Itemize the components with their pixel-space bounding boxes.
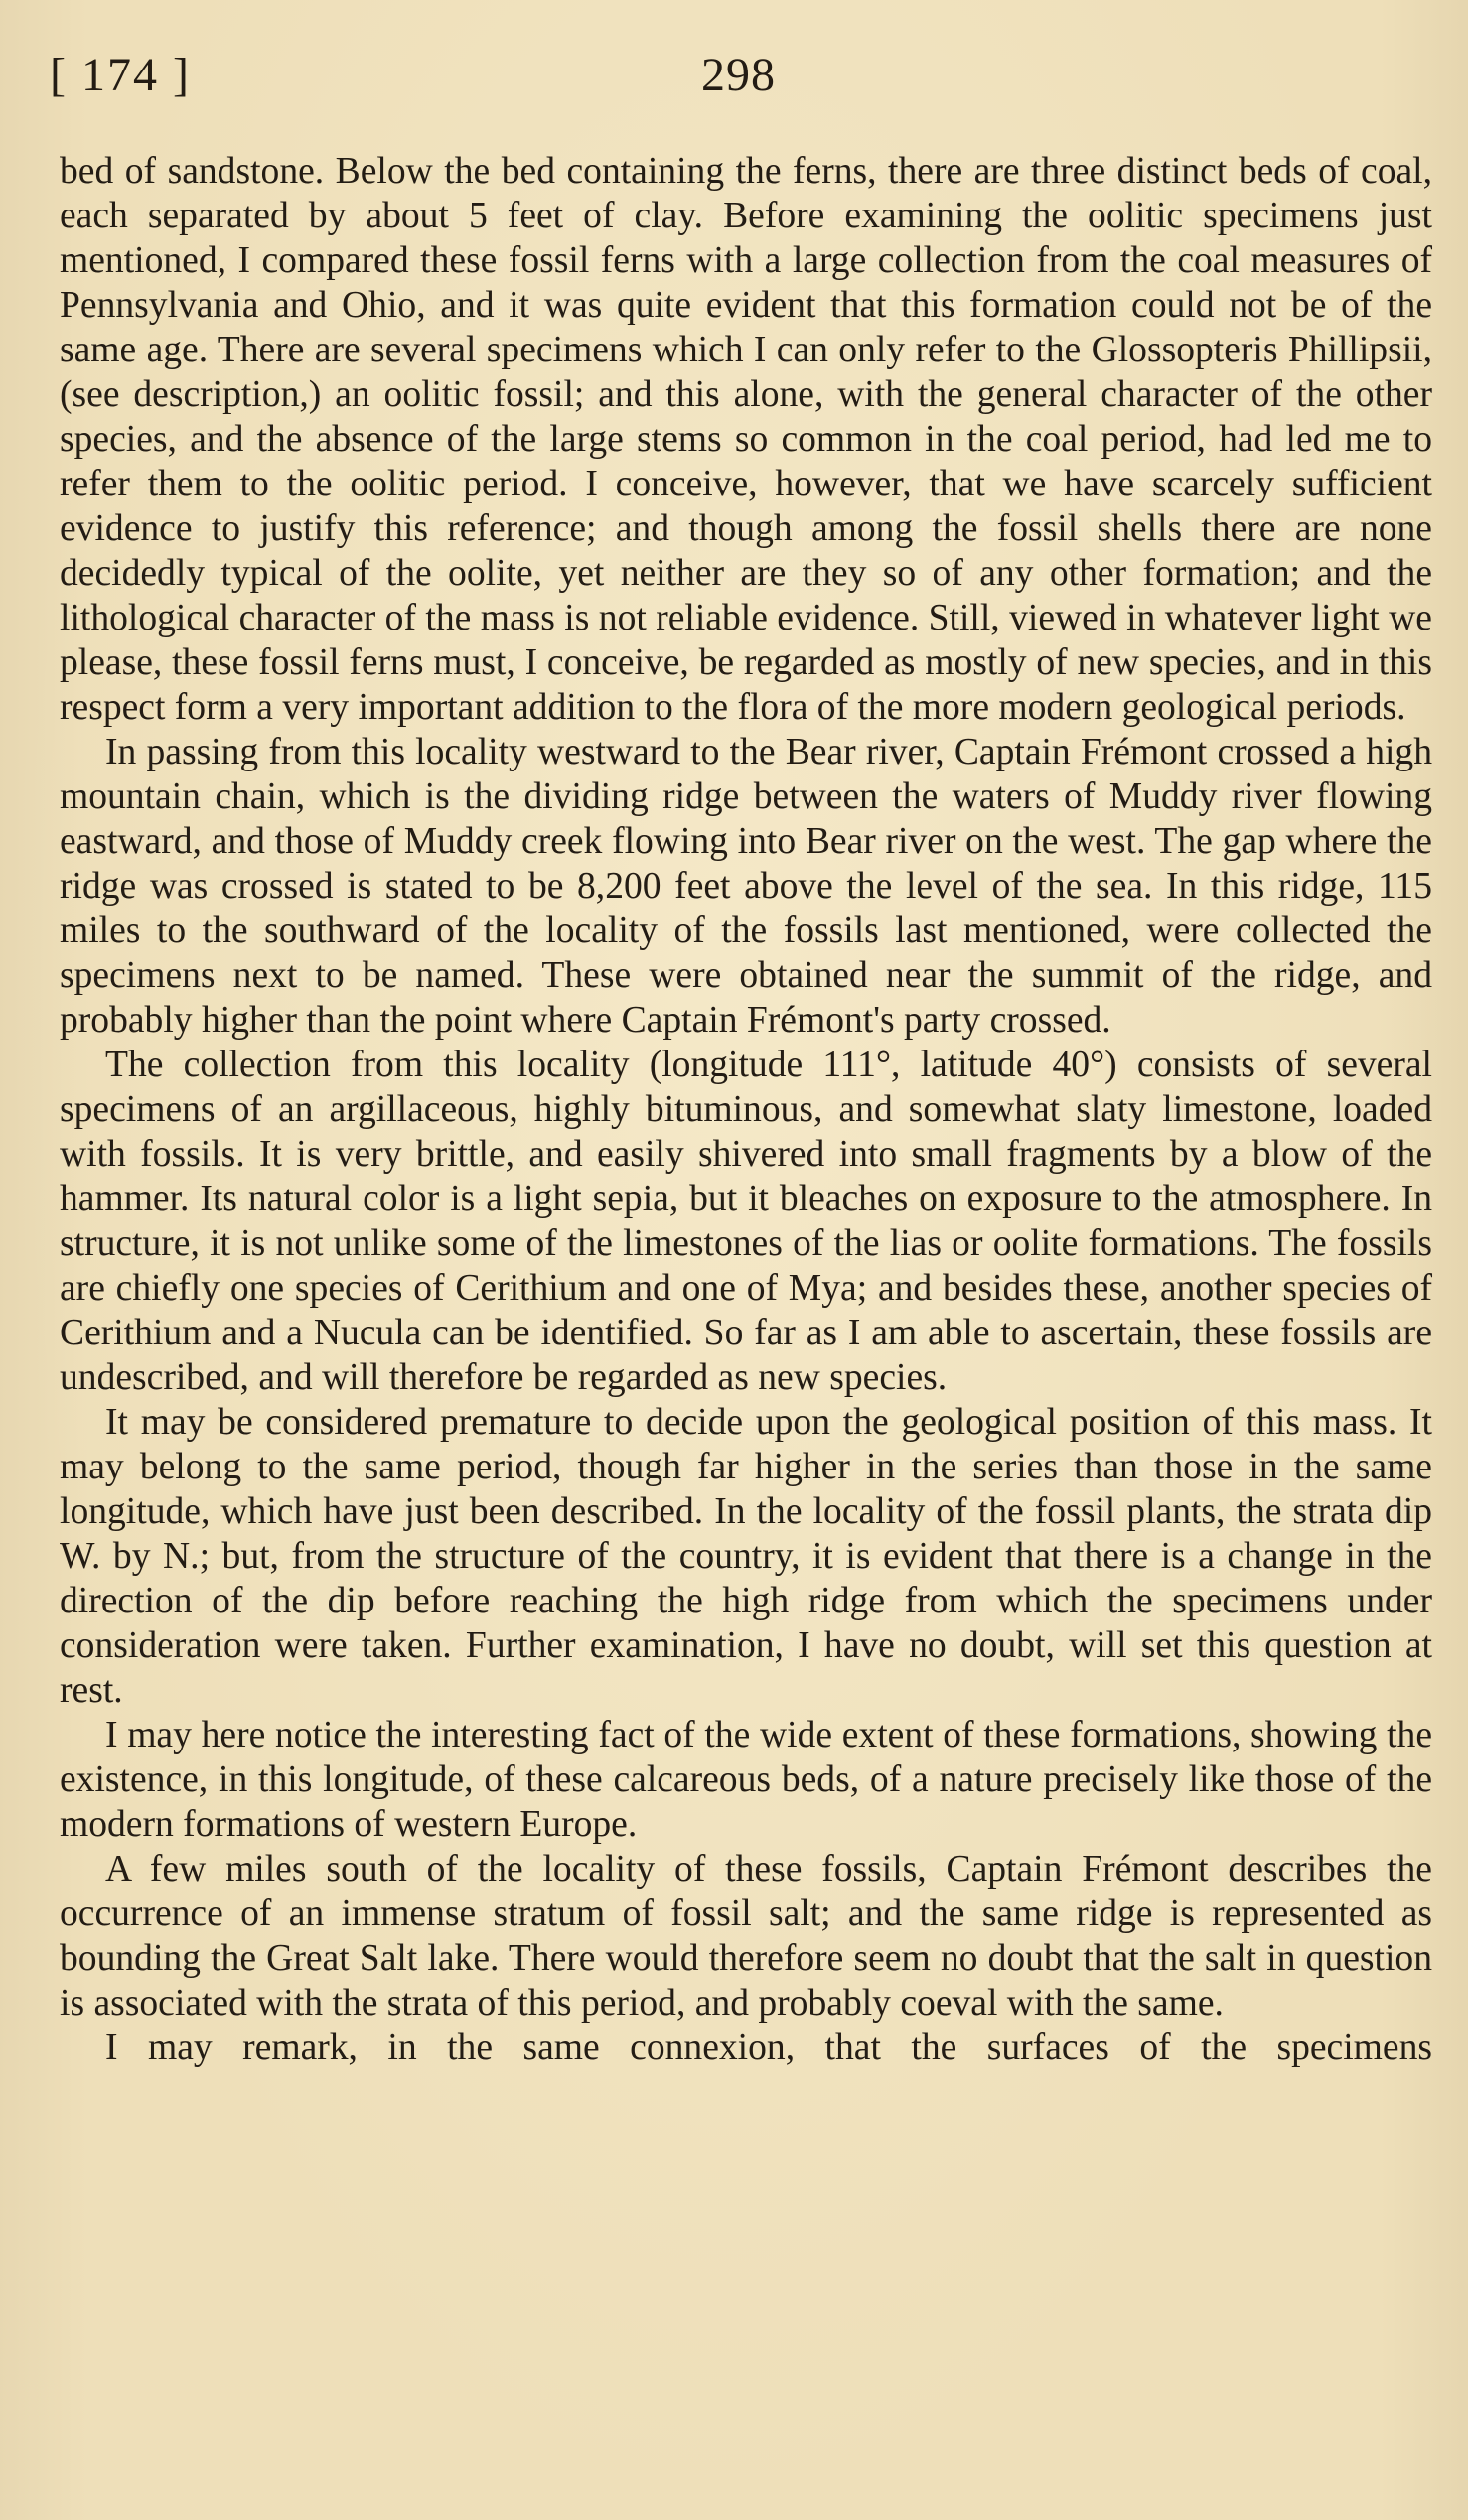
paragraph-extent: I may here notice the interesting fact of the wide extent of these formations, showing the existence, in this longitude, of these calcareous beds, of a nature precisely like those of the modern formations of western Europe. <box>60 1715 1432 1845</box>
paragraph-remark: I may remark, in the same connexion, that the surfaces of the specimens <box>105 2028 1432 2068</box>
paragraph-fossil-salt: A few miles south of the locality of these fossils, Captain Frémont describes the occurrence of an immense stratum of fossil salt; and the same ridge is represented as bounding the Great Salt lake. There would therefore seem no doubt that the salt in question is associated with the strata of this period, and probably coeval with the same. <box>60 1849 1432 2024</box>
page-number: 298 <box>701 49 776 101</box>
paragraph-geological-position: It may be considered premature to decide upon the geological position of this mass. It may belong to the same period, though far higher in the series than those in the same longitude, which have just been described. In the locality of the fossil plants, the strata dip W. by N.; but, from the structure of the country, it is evident that there is a change in the direction of the dip before reaching the high ridge from which the specimens under consideration were taken. Further examination, I have no doubt, will set this question at rest. <box>60 1402 1432 1711</box>
paragraph-bear-river: In passing from this locality westward to the Bear river, Captain Frémont crossed a high mountain chain, which is the dividing ridge between the waters of Muddy river flowing eastward, and those of Muddy creek flowing into Bear river on the west. The gap where the ridge was crossed is stated to be 8,200 feet above the level of the sea. In this ridge, 115 miles to the southward of the locality of the fossils last mentioned, were collected the specimens next to be named. These were obtained near the summit of the ridge, and probably higher than the point where Captain Frémont's party crossed. <box>60 732 1432 1041</box>
body-text <box>60 149 1432 2070</box>
page-header <box>50 48 1430 119</box>
paragraph-collection: The collection from this locality (longitude 111°, latitude 40°) consists of several specimens of an argillaceous, highly bituminous, and somewhat slaty limestone, loaded with fossils. It is very brittle, and easily shivered into small fragments by a blow of the hammer. Its natural color is a light sepia, but it bleaches on exposure to the atmosphere. In structure, it is not unlike some of the limestones of the lias or oolite formations. The fossils are chiefly one species of Cerithium and one of Mya; and besides these, another species of Cerithium and a Nucula can be identified. So far as I am able to ascertain, these fossils are undescribed, and will therefore be regarded as new species. <box>60 1045 1432 1398</box>
paragraph-continued: bed of sandstone. Below the bed containing the ferns, there are three distinct beds of coal, each separated by about 5 feet of clay. Before examining the oolitic specimens just mentioned, I compared these fossil ferns with a large collection from the coal measures of Pennsylvania and Ohio, and it was quite evident that this formation could not be of the same age. There are several specimens which I can only refer to the Glossopteris Phillipsii, (see description,) an oolitic fossil; and this alone, with the general character of the other species, and the absence of the large stems so common in the coal period, had led me to refer them to the oolitic period. I conceive, however, that we have scarcely sufficient evidence to justify this reference; and though among the fossil shells there are none decidedly typical of the oolite, yet neither are they so of any other formation; and the lithological character of the mass is not reliable evidence. Still, viewed in whatever light we please, these fossil ferns must, I conceive, be regarded as mostly of new species, and in this respect form a very important addition to the flora of the more modern geological periods. <box>60 151 1432 728</box>
bracketed-page-number: [ 174 ] <box>50 49 191 101</box>
